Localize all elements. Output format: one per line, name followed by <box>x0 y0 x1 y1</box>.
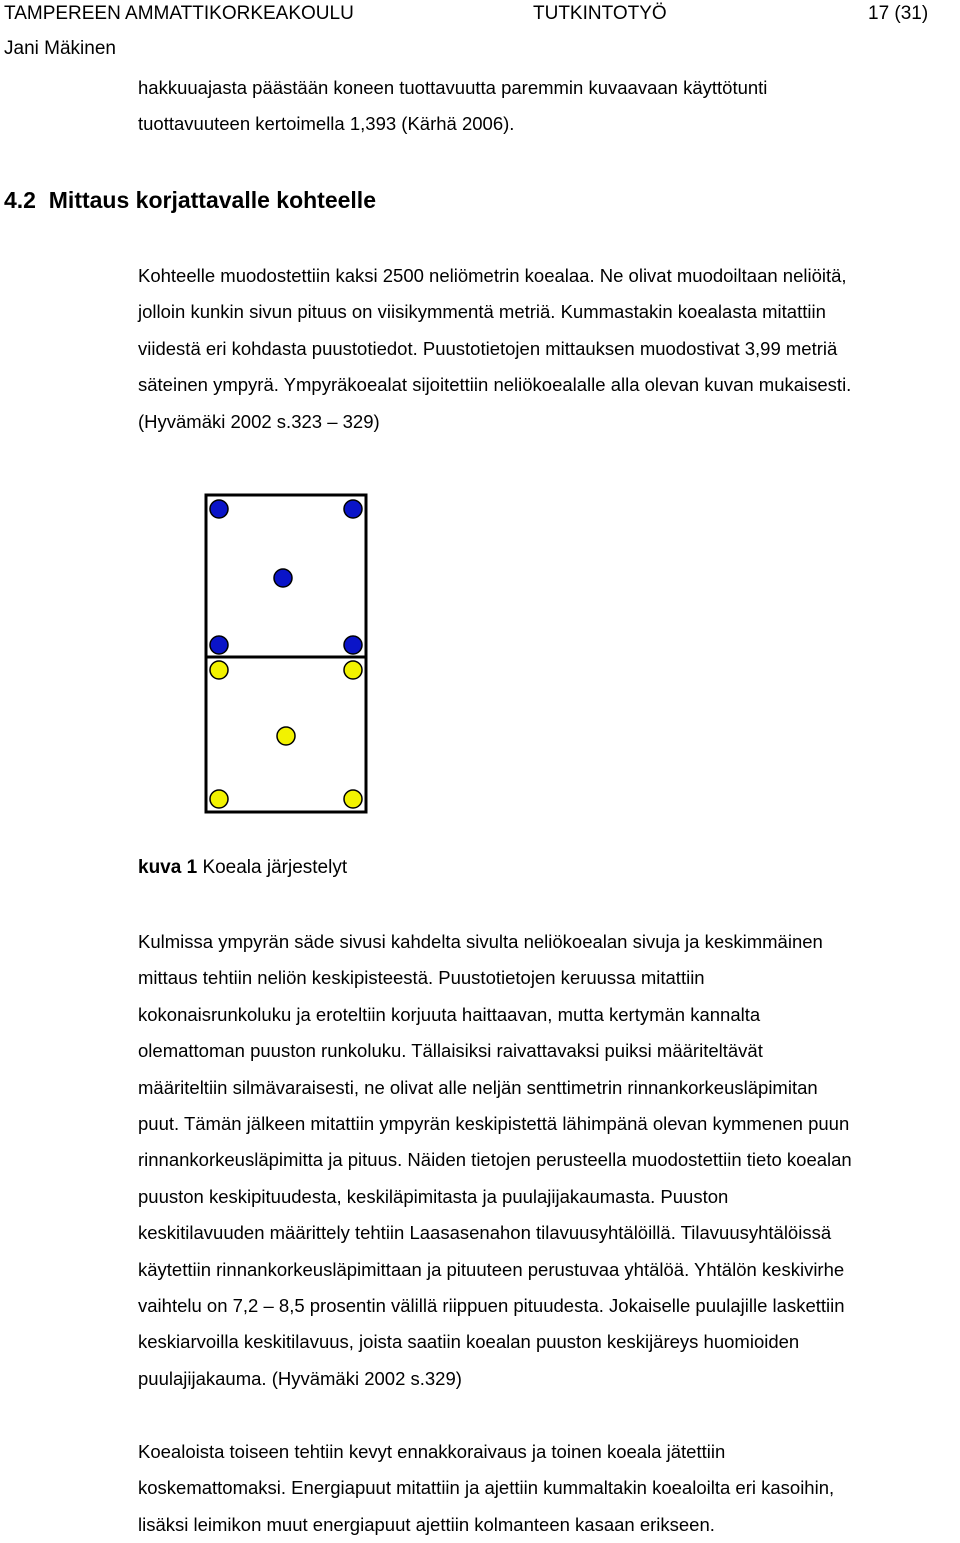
lower-plot-circle-bottom-left <box>210 790 228 808</box>
lower-plot-circle-center <box>277 727 295 745</box>
upper-plot-circle-bottom-left <box>210 636 228 654</box>
text-line: Kulmissa ympyrän säde sivusi kahdelta sivulta neliökoealan sivuja ja keskimmäinen <box>138 931 823 952</box>
text-line: keskitilavuuden määrittely tehtiin Laasasenahon tilavuusyhtälöillä. Tilavuusyhtälöissä <box>138 1222 832 1244</box>
text-line: kokonaisrunkoluku ja eroteltiin korjuuta haittaavan, mutta kertymän kannalta <box>138 1003 761 1025</box>
section-title: Mittaus korjattavalle kohteelle <box>48 187 376 213</box>
section-number: 4.2 <box>4 187 36 213</box>
header-institution: TAMPEREEN AMMATTIKORKEAKOULU <box>4 3 354 24</box>
text-line: olemattoman puuston runkoluku. Tällaisiksi raivattavaksi puiksi määriteltävät <box>138 1040 763 1062</box>
text-line: vaihtelu on 7,2 – 8,5 prosentin välillä riippuen pituudesta. Jokaiselle puulajille laskettiin <box>138 1295 845 1317</box>
paragraph-plot-description <box>138 258 938 440</box>
figure-caption <box>138 857 347 879</box>
upper-plot-circle-top-right <box>344 500 362 518</box>
text-line: säteinen ympyrä. Ympyräkoealat sijoitettiin neliökoealalle alla olevan kuvan mukaisesti. <box>138 374 852 396</box>
text-line: jolloin kunkin sivun pituus on viisikymmentä metriä. Kummastakin koealasta mitattiin <box>138 301 826 323</box>
text-line: puut. Tämän jälkeen mitattiin ympyrän keskipistettä lähimpänä olevan kymmenen puun <box>138 1113 850 1135</box>
text-line: Koealoista toiseen tehtiin kevyt ennakkoraivaus ja toinen koeala jätettiin <box>138 1441 726 1462</box>
upper-plot-circle-center <box>274 569 292 587</box>
header-page-number: 17 (31) <box>868 3 929 24</box>
intro-paragraph <box>138 70 938 143</box>
text-line: käytettiin rinnankorkeusläpimittaan ja pituuteen perustuvaa yhtälöä. Yhtälön keskivirhe <box>138 1258 845 1280</box>
caption-label: kuva 1 <box>138 857 198 878</box>
text-line: koskemattomaksi. Energiapuut mitattiin ja ajettiin kummaltakin koealoilta eri kasoihin, <box>138 1477 835 1499</box>
upper-plot-circle-top-left <box>210 500 228 518</box>
text-line: lisäksi leimikon muut energiapuut ajettiin kolmanteen kasaan erikseen. <box>138 1513 715 1535</box>
lower-plot-circle-bottom-right <box>344 790 362 808</box>
text-line: puulajijakauma. (Hyvämäki 2002 s.329) <box>138 1367 462 1389</box>
caption-text: Koeala järjestelyt <box>202 857 348 878</box>
header-author: Jani Mäkinen <box>4 38 116 59</box>
section-heading <box>4 187 376 214</box>
text-line: (Hyvämäki 2002 s.323 – 329) <box>138 410 380 432</box>
text-line: viidestä eri kohdasta puustotiedot. Puustotietojen mittauksen muodostivat 3,99 metriä <box>138 337 838 359</box>
header-document-type: TUTKINTOTYÖ <box>533 3 667 24</box>
text-line: tuottavuuteen kertoimella 1,393 (Kärhä 2006). <box>138 113 515 135</box>
text-line: määriteltiin silmävaraisesti, ne olivat alle neljän senttimetrin rinnankorkeusläpimitan <box>138 1076 818 1098</box>
paragraph-clearing <box>138 1434 938 1543</box>
paragraph-measurement-method <box>138 924 938 1397</box>
text-line: Kohteelle muodostettiin kaksi 2500 neliömetrin koealaa. Ne olivat muodoiltaan neliöitä, <box>138 265 847 286</box>
plot-layout-figure <box>196 487 376 822</box>
lower-plot-circle-top-right <box>344 661 362 679</box>
lower-plot-circle-top-left <box>210 661 228 679</box>
text-line: mittaus tehtiin neliön keskipisteestä. Puustotietojen keruussa mitattiin <box>138 967 705 989</box>
text-line: puuston keskipituudesta, keskiläpimitasta ja puulajijakaumasta. Puuston <box>138 1185 729 1207</box>
text-line: rinnankorkeusläpimitta ja pituus. Näiden tietojen perusteella muodostettiin tieto koealan <box>138 1149 852 1171</box>
text-line: keskiarvoilla keskitilavuus, joista saatiin koealan puuston keskijäreys huomioiden <box>138 1331 800 1353</box>
text-line: hakkuuajasta päästään koneen tuottavuutta paremmin kuvaavaan käyttötunti <box>138 77 768 98</box>
upper-plot-circle-bottom-right <box>344 636 362 654</box>
